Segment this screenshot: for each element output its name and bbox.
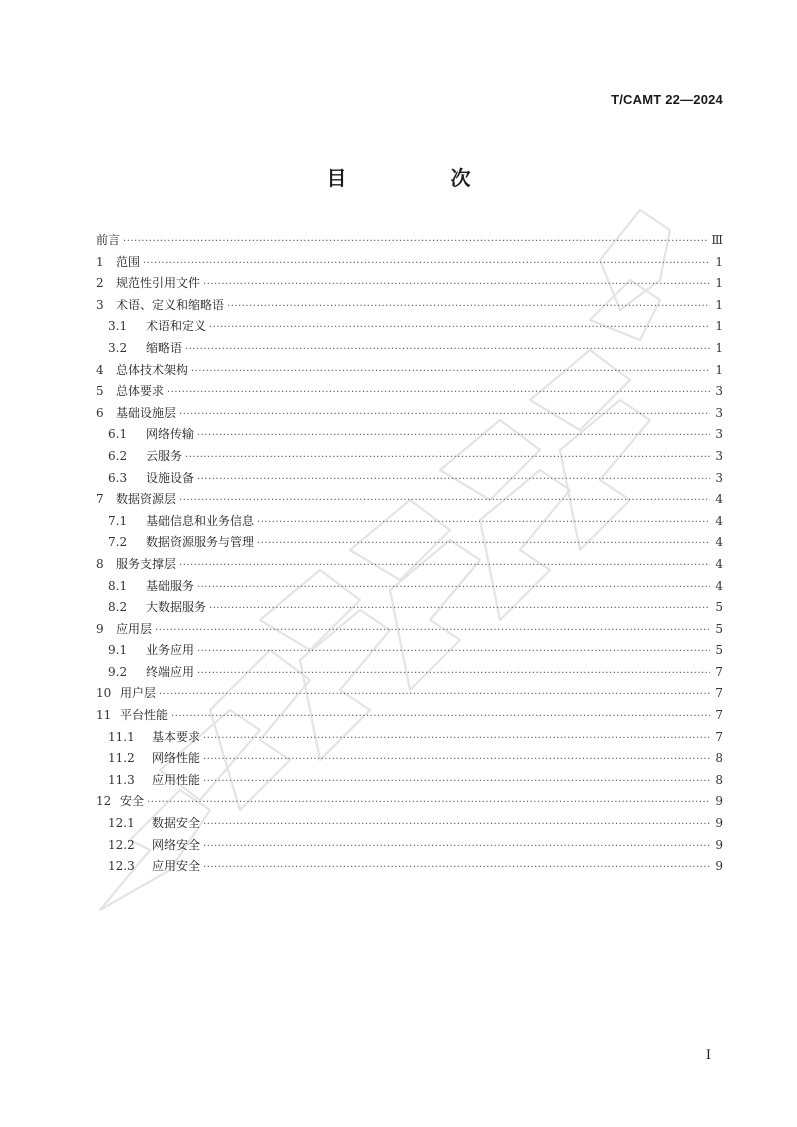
- toc-entry-number: 4: [96, 362, 104, 377]
- table-of-contents: [96, 230, 723, 878]
- toc-entry-page: 4: [715, 535, 723, 550]
- toc-entry[interactable]: [96, 597, 723, 619]
- toc-entry[interactable]: [96, 554, 723, 576]
- toc-entry-page: 8: [715, 751, 723, 766]
- toc-entry-number: 2: [96, 276, 104, 291]
- toc-dot-leader: [203, 749, 710, 771]
- toc-entry-page: 9: [715, 859, 723, 874]
- toc-entry-label: 基础服务: [146, 578, 195, 593]
- toc-entry-page: 5: [715, 600, 723, 615]
- toc-dot-leader: [257, 512, 710, 534]
- toc-dot-leader: [185, 339, 710, 361]
- toc-entry-number: 11: [96, 708, 112, 723]
- toc-entry-label: 范围: [116, 254, 141, 269]
- toc-dot-leader: [197, 577, 710, 599]
- toc-entry[interactable]: [96, 662, 723, 684]
- toc-entry-page: 1: [715, 319, 723, 334]
- toc-entry-page: 3: [715, 384, 723, 399]
- toc-entry-number: 3.2: [108, 340, 128, 355]
- toc-entry[interactable]: [96, 791, 723, 813]
- toc-entry-page: 5: [715, 643, 723, 658]
- toc-entry-label: 数据安全: [152, 816, 201, 831]
- toc-dot-leader: [185, 447, 710, 469]
- toc-entry-label: 缩略语: [146, 340, 183, 355]
- toc-entry[interactable]: [96, 705, 723, 727]
- toc-entry-number: 6.2: [108, 448, 128, 463]
- toc-entry-label: 基本要求: [152, 729, 201, 744]
- toc-entry-number: 3: [96, 297, 104, 312]
- toc-entry-page: 1: [715, 254, 723, 269]
- toc-entry-label: 安全: [120, 794, 145, 809]
- toc-entry-label: 总体要求: [116, 384, 165, 399]
- toc-entry[interactable]: [96, 230, 723, 252]
- toc-entry-number: 10: [96, 686, 112, 701]
- toc-entry[interactable]: [96, 403, 723, 425]
- toc-entry-label: 服务支撑层: [116, 556, 177, 571]
- toc-entry-label: 终端应用: [146, 664, 195, 679]
- toc-entry-page: 7: [715, 729, 723, 744]
- toc-entry-number: 7.1: [108, 513, 128, 528]
- toc-entry[interactable]: [96, 619, 723, 641]
- toc-entry-number: 6.1: [108, 427, 128, 442]
- toc-entry-page: 1: [715, 276, 723, 291]
- toc-entry-label: 应用层: [116, 621, 153, 636]
- toc-entry-label: 术语、定义和缩略语: [116, 297, 225, 312]
- toc-entry-label: 应用安全: [152, 859, 201, 874]
- toc-dot-leader: [171, 706, 710, 728]
- toc-entry-label: 应用性能: [152, 772, 201, 787]
- toc-dot-leader: [123, 231, 708, 253]
- toc-dot-leader: [203, 274, 710, 296]
- toc-dot-leader: [203, 857, 710, 879]
- toc-entry-label: 前言: [96, 233, 121, 247]
- toc-entry-page: 1: [715, 362, 723, 377]
- toc-entry[interactable]: [96, 683, 723, 705]
- toc-entry[interactable]: [96, 576, 723, 598]
- toc-entry-page: 3: [715, 470, 723, 485]
- toc-entry[interactable]: [96, 446, 723, 468]
- toc-dot-leader: [147, 792, 710, 814]
- toc-entry-page: 9: [715, 794, 723, 809]
- toc-entry-label: 网络安全: [152, 837, 201, 852]
- toc-entry-label: 用户层: [120, 686, 157, 701]
- toc-entry-label: 云服务: [146, 448, 183, 463]
- toc-dot-leader: [197, 425, 710, 447]
- toc-dot-leader: [203, 771, 710, 793]
- toc-entry[interactable]: [96, 835, 723, 857]
- toc-entry-number: 12: [96, 794, 112, 809]
- toc-entry[interactable]: [96, 813, 723, 835]
- toc-entry-number: 7.2: [108, 535, 128, 550]
- toc-entry-number: 11.2: [108, 751, 135, 766]
- toc-entry-number: 12.1: [108, 816, 135, 831]
- toc-dot-leader: [203, 728, 710, 750]
- toc-entry-page: 7: [715, 686, 723, 701]
- toc-dot-leader: [197, 641, 710, 663]
- toc-entry-page: 1: [715, 297, 723, 312]
- toc-entry-page: 9: [715, 837, 723, 852]
- toc-dot-leader: [257, 533, 710, 555]
- page-number: I: [705, 1048, 711, 1063]
- toc-entry-number: 8: [96, 556, 104, 571]
- toc-entry-label: 大数据服务: [146, 600, 207, 615]
- toc-entry[interactable]: [96, 381, 723, 403]
- toc-dot-leader: [209, 317, 710, 339]
- toc-dot-leader: [155, 620, 710, 642]
- toc-entry[interactable]: [96, 360, 723, 382]
- toc-dot-leader: [197, 663, 710, 685]
- toc-entry-number: 9.1: [108, 643, 128, 658]
- toc-entry-number: 12.2: [108, 837, 135, 852]
- toc-entry-label: 规范性引用文件: [116, 276, 201, 291]
- toc-entry[interactable]: [96, 489, 723, 511]
- toc-entry[interactable]: [96, 856, 723, 878]
- page-title: 目 次: [326, 166, 513, 190]
- toc-entry-page: Ⅲ: [711, 233, 723, 247]
- standard-code: T/CAMT 22—2024: [611, 92, 723, 107]
- toc-entry-page: 3: [715, 405, 723, 420]
- toc-entry-page: 4: [715, 492, 723, 507]
- toc-entry[interactable]: [96, 748, 723, 770]
- toc-entry-page: 3: [715, 448, 723, 463]
- toc-dot-leader: [191, 361, 710, 383]
- toc-entry[interactable]: [96, 338, 723, 360]
- toc-dot-leader: [197, 469, 710, 491]
- toc-entry-page: 8: [715, 772, 723, 787]
- toc-entry-label: 平台性能: [120, 708, 169, 723]
- toc-entry-number: 11.1: [108, 729, 135, 744]
- toc-entry-page: 4: [715, 578, 723, 593]
- toc-entry-label: 数据资源服务与管理: [146, 535, 255, 550]
- toc-entry-label: 基础信息和业务信息: [146, 513, 255, 528]
- toc-entry-number: 12.3: [108, 859, 135, 874]
- toc-dot-leader: [209, 598, 710, 620]
- toc-entry-number: 5: [96, 384, 104, 399]
- toc-entry[interactable]: [96, 532, 723, 554]
- toc-entry-number: 9: [96, 621, 104, 636]
- toc-entry-label: 设施设备: [146, 470, 195, 485]
- toc-entry-number: 11.3: [108, 772, 135, 787]
- toc-entry-number: 9.2: [108, 664, 128, 679]
- toc-dot-leader: [227, 296, 710, 318]
- toc-entry[interactable]: [96, 252, 723, 274]
- toc-entry[interactable]: [96, 316, 723, 338]
- toc-entry-label: 基础设施层: [116, 405, 177, 420]
- toc-entry-label: 数据资源层: [116, 492, 177, 507]
- toc-dot-leader: [143, 253, 710, 275]
- toc-entry-page: 9: [715, 816, 723, 831]
- toc-entry-page: 7: [715, 664, 723, 679]
- toc-entry[interactable]: [96, 468, 723, 490]
- toc-entry-number: 6: [96, 405, 104, 420]
- toc-entry-page: 7: [715, 708, 723, 723]
- toc-entry[interactable]: [96, 424, 723, 446]
- toc-entry-label: 总体技术架构: [116, 362, 189, 377]
- toc-entry-page: 4: [715, 513, 723, 528]
- toc-entry-label: 网络传输: [146, 427, 195, 442]
- toc-entry-label: 术语和定义: [146, 319, 207, 334]
- toc-entry-page: 1: [715, 340, 723, 355]
- toc-entry-number: 8.2: [108, 600, 128, 615]
- toc-entry[interactable]: [96, 295, 723, 317]
- toc-entry[interactable]: [96, 640, 723, 662]
- toc-dot-leader: [203, 836, 710, 858]
- toc-entry-number: 1: [96, 254, 104, 269]
- toc-entry[interactable]: [96, 273, 723, 295]
- toc-entry-number: 7: [96, 492, 104, 507]
- toc-entry-number: 6.3: [108, 470, 128, 485]
- toc-dot-leader: [179, 404, 710, 426]
- toc-entry-page: 5: [715, 621, 723, 636]
- toc-entry[interactable]: [96, 727, 723, 749]
- toc-dot-leader: [203, 814, 710, 836]
- toc-dot-leader: [167, 382, 710, 404]
- toc-entry[interactable]: [96, 770, 723, 792]
- toc-entry[interactable]: [96, 511, 723, 533]
- toc-dot-leader: [179, 490, 710, 512]
- toc-entry-page: 3: [715, 427, 723, 442]
- toc-entry-page: 4: [715, 556, 723, 571]
- toc-dot-leader: [159, 684, 710, 706]
- toc-entry-label: 网络性能: [152, 751, 201, 766]
- toc-entry-number: 3.1: [108, 319, 128, 334]
- toc-entry-number: 8.1: [108, 578, 128, 593]
- toc-entry-label: 业务应用: [146, 643, 195, 658]
- toc-dot-leader: [179, 555, 710, 577]
